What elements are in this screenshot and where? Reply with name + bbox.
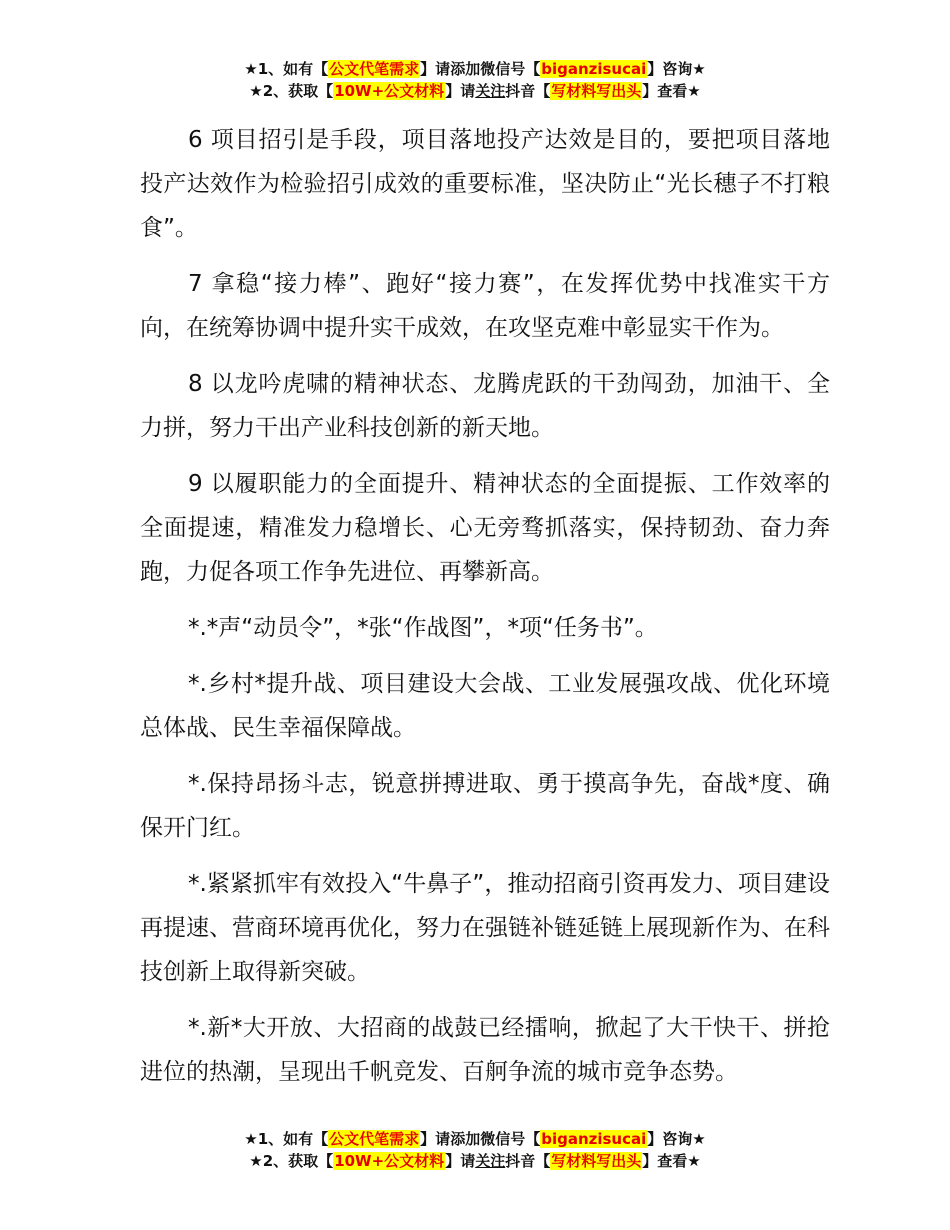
header-banner — [0, 58, 950, 102]
highlight-wechat-id: biganzisucai — [541, 1130, 647, 1148]
highlight-materials: 10W+公文材料 — [334, 82, 445, 100]
highlight-service: 公文代笔需求 — [329, 60, 420, 78]
banner-line-2: ★2、获取【10W+公文材料】请关注抖音【写材料写出头】查看★ — [249, 1152, 701, 1170]
footer-banner — [0, 1128, 950, 1172]
paragraph: *.保持昂扬斗志，锐意拼搏进取、勇于摸高争先，奋战*度、确保开门红。 — [140, 771, 830, 841]
banner-line-1: ★1、如有【公文代笔需求】请添加微信号【biganzisucai】咨询★ — [244, 1130, 706, 1148]
paragraph: 6 项目招引是手段，项目落地投产达效是目的，要把项目落地投产达效作为检验招引成效的重要标准，坚决防止“光长穗子不打粮食”。 — [140, 127, 830, 241]
paragraph: *.乡村*提升战、项目建设大会战、工业发展强攻战、优化环境总体战、民生幸福保障战。 — [140, 671, 830, 741]
paragraph: 8 以龙吟虎啸的精神状态、龙腾虎跃的干劲闯劲，加油干、全力拼，努力干出产业科技创新的新天地。 — [140, 371, 830, 441]
highlight-service: 公文代笔需求 — [329, 1130, 420, 1148]
highlight-douyin-account: 写材料写出头 — [551, 82, 642, 100]
highlight-wechat-id: biganzisucai — [541, 60, 647, 78]
banner-line-2: ★2、获取【10W+公文材料】请关注抖音【写材料写出头】查看★ — [249, 82, 701, 100]
banner-line-1: ★1、如有【公文代笔需求】请添加微信号【biganzisucai】咨询★ — [244, 60, 706, 78]
paragraph: *.紧紧抓牢有效投入“牛鼻子”，推动招商引资再发力、项目建设再提速、营商环境再优化，努力在强链补链延链上展现新作为、在科技创新上取得新突破。 — [140, 871, 830, 985]
highlight-materials: 10W+公文材料 — [334, 1152, 445, 1170]
paragraph: *.新*大开放、大招商的战鼓已经擂响，掀起了大干快干、拼抢进位的热潮，呈现出千帆竞发、百舸争流的城市竞争态势。 — [140, 1015, 830, 1085]
paragraph: 7 拿稳“接力棒”、跑好“接力赛”，在发挥优势中找准实干方向，在统筹协调中提升实干成效，在攻坚克难中彰显实干作为。 — [140, 271, 830, 341]
highlight-douyin-account: 写材料写出头 — [551, 1152, 642, 1170]
paragraph: 9 以履职能力的全面提升、精神状态的全面提振、工作效率的全面提速，精准发力稳增长、心无旁骛抓落实，保持韧劲、奋力奔跑，力促各项工作争先进位、再攀新高。 — [140, 471, 830, 585]
paragraph: *.*声“动员令”，*张“作战图”，*项“任务书”。 — [188, 615, 658, 641]
document-body — [140, 118, 830, 1106]
